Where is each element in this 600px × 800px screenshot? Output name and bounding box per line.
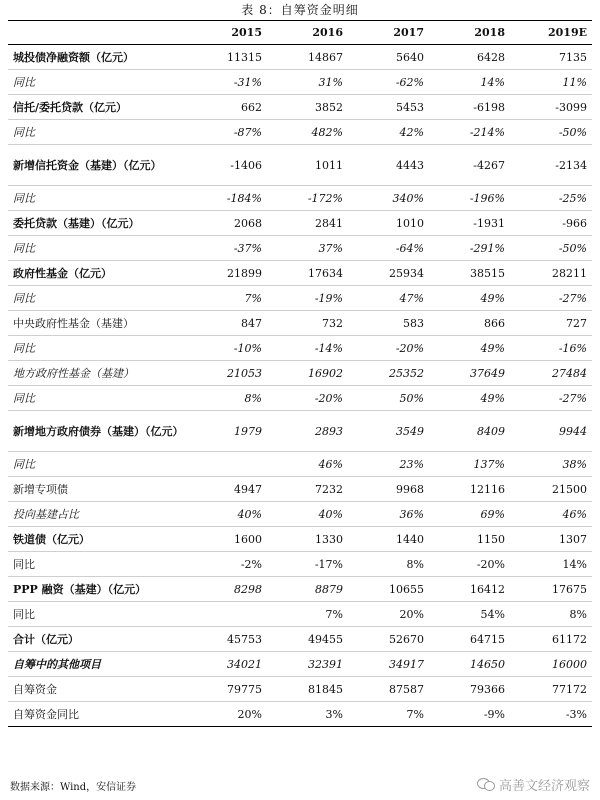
value-cell-2019e: 14%	[510, 552, 592, 577]
value-cell-2018: 49%	[429, 336, 510, 361]
value-cell-2017: 50%	[348, 386, 429, 411]
value-cell-2016: 732	[267, 311, 348, 336]
value-cell-2015: -10%	[186, 336, 267, 361]
value-cell-2015: 20%	[186, 702, 267, 727]
value-cell-2018: 12116	[429, 477, 510, 502]
value-cell-2016: 7%	[267, 602, 348, 627]
value-cell-2016: 1330	[267, 527, 348, 552]
table-row	[8, 45, 592, 70]
row-label: 自筹资金同比	[8, 702, 186, 727]
value-cell-2017: 583	[348, 311, 429, 336]
value-cell-2019e: -50%	[510, 120, 592, 145]
value-cell-2017: 87587	[348, 677, 429, 702]
row-label: PPP 融资（基建）（亿元）	[8, 577, 186, 602]
value-cell-2016: 40%	[267, 502, 348, 527]
value-cell-2015	[186, 602, 267, 627]
value-cell-2017: 7%	[348, 702, 429, 727]
value-cell-2017: 10655	[348, 577, 429, 602]
table-row	[8, 477, 592, 502]
value-cell-2019e: 77172	[510, 677, 592, 702]
table-row	[8, 677, 592, 702]
table-title: 表 8：自筹资金明细	[241, 3, 359, 17]
value-cell-2019e: 38%	[510, 452, 592, 477]
table-body	[8, 45, 592, 727]
value-cell-2015: 21053	[186, 361, 267, 386]
value-cell-2016: 8879	[267, 577, 348, 602]
table-row	[8, 95, 592, 120]
row-label: 自筹资金	[8, 677, 186, 702]
row-label: 新增地方政府债券（基建）（亿元）	[8, 411, 186, 452]
row-label: 自筹中的其他项目	[8, 652, 186, 677]
table-row	[8, 627, 592, 652]
value-cell-2016: 32391	[267, 652, 348, 677]
value-cell-2015: 2068	[186, 211, 267, 236]
value-cell-2018: 69%	[429, 502, 510, 527]
value-cell-2019e: -966	[510, 211, 592, 236]
header-cell-2018: 2018	[429, 21, 510, 45]
row-label: 铁道债（亿元）	[8, 527, 186, 552]
value-cell-2015: 1600	[186, 527, 267, 552]
value-cell-2017: 34917	[348, 652, 429, 677]
table-row	[8, 652, 592, 677]
row-label: 同比	[8, 386, 186, 411]
row-label: 同比	[8, 336, 186, 361]
value-cell-2016: 3%	[267, 702, 348, 727]
row-label: 中央政府性基金（基建）	[8, 311, 186, 336]
value-cell-2015: 1979	[186, 411, 267, 452]
value-cell-2019e: -27%	[510, 386, 592, 411]
value-cell-2019e: 11%	[510, 70, 592, 95]
header-cell-2017: 2017	[348, 21, 429, 45]
value-cell-2015: 662	[186, 95, 267, 120]
value-cell-2019e: 21500	[510, 477, 592, 502]
value-cell-2016: -14%	[267, 336, 348, 361]
value-cell-2015: 45753	[186, 627, 267, 652]
value-cell-2017: 9968	[348, 477, 429, 502]
header-cell-2019e: 2019E	[510, 21, 592, 45]
value-cell-2018: -20%	[429, 552, 510, 577]
value-cell-2015: 34021	[186, 652, 267, 677]
header-cell-2016: 2016	[267, 21, 348, 45]
value-cell-2016: 482%	[267, 120, 348, 145]
row-label: 政府性基金（亿元）	[8, 261, 186, 286]
value-cell-2018: -214%	[429, 120, 510, 145]
source-note: 数据来源：Wind，安信证券	[10, 782, 137, 793]
row-label: 投向基建占比	[8, 502, 186, 527]
value-cell-2016: 81845	[267, 677, 348, 702]
value-cell-2015: -1406	[186, 145, 267, 186]
value-cell-2018: -9%	[429, 702, 510, 727]
value-cell-2016: 14867	[267, 45, 348, 70]
value-cell-2017: 340%	[348, 186, 429, 211]
value-cell-2017: 5453	[348, 95, 429, 120]
value-cell-2018: 14650	[429, 652, 510, 677]
value-cell-2016: 37%	[267, 236, 348, 261]
value-cell-2019e: -50%	[510, 236, 592, 261]
value-cell-2016: 16902	[267, 361, 348, 386]
wechat-icon	[477, 776, 495, 792]
value-cell-2019e: 727	[510, 311, 592, 336]
table-row	[8, 577, 592, 602]
table-row	[8, 186, 592, 211]
value-cell-2018: 37649	[429, 361, 510, 386]
value-cell-2019e: 8%	[510, 602, 592, 627]
value-cell-2016: 46%	[267, 452, 348, 477]
value-cell-2019e: -27%	[510, 286, 592, 311]
value-cell-2016: 1011	[267, 145, 348, 186]
value-cell-2016: 2841	[267, 211, 348, 236]
value-cell-2017: 36%	[348, 502, 429, 527]
value-cell-2017: 1010	[348, 211, 429, 236]
table-row	[8, 145, 592, 186]
value-cell-2016: 3852	[267, 95, 348, 120]
value-cell-2017: 42%	[348, 120, 429, 145]
value-cell-2016: 49455	[267, 627, 348, 652]
value-cell-2015: -37%	[186, 236, 267, 261]
value-cell-2015: 4947	[186, 477, 267, 502]
value-cell-2016: -172%	[267, 186, 348, 211]
value-cell-2019e: -2134	[510, 145, 592, 186]
value-cell-2017: 23%	[348, 452, 429, 477]
value-cell-2018: 16412	[429, 577, 510, 602]
watermark	[477, 773, 590, 795]
value-cell-2017: 1440	[348, 527, 429, 552]
row-label: 地方政府性基金（基建）	[8, 361, 186, 386]
value-cell-2017: 25934	[348, 261, 429, 286]
value-cell-2018: 79366	[429, 677, 510, 702]
value-cell-2015: 8%	[186, 386, 267, 411]
value-cell-2015: -31%	[186, 70, 267, 95]
value-cell-2018: 49%	[429, 386, 510, 411]
value-cell-2019e: 9944	[510, 411, 592, 452]
row-label: 同比	[8, 452, 186, 477]
value-cell-2016: 31%	[267, 70, 348, 95]
value-cell-2017: -64%	[348, 236, 429, 261]
row-label: 同比	[8, 236, 186, 261]
value-cell-2018: 14%	[429, 70, 510, 95]
value-cell-2019e: -25%	[510, 186, 592, 211]
value-cell-2018: 38515	[429, 261, 510, 286]
value-cell-2018: 49%	[429, 286, 510, 311]
value-cell-2018: -1931	[429, 211, 510, 236]
table-row	[8, 336, 592, 361]
value-cell-2017: 3549	[348, 411, 429, 452]
row-label: 同比	[8, 186, 186, 211]
value-cell-2016: -19%	[267, 286, 348, 311]
value-cell-2016: 7232	[267, 477, 348, 502]
row-label: 信托/委托贷款（亿元）	[8, 95, 186, 120]
value-cell-2015: 21899	[186, 261, 267, 286]
table-row	[8, 527, 592, 552]
value-cell-2015: -2%	[186, 552, 267, 577]
value-cell-2015: 847	[186, 311, 267, 336]
value-cell-2019e: 1307	[510, 527, 592, 552]
table-row	[8, 120, 592, 145]
value-cell-2018: 6428	[429, 45, 510, 70]
header-cell	[8, 21, 186, 45]
table-row	[8, 386, 592, 411]
value-cell-2016: -17%	[267, 552, 348, 577]
value-cell-2018: 137%	[429, 452, 510, 477]
row-label: 新增信托资金（基建）（亿元）	[8, 145, 186, 186]
funding-detail-table	[8, 20, 592, 727]
value-cell-2019e: 61172	[510, 627, 592, 652]
value-cell-2017: 8%	[348, 552, 429, 577]
table-row	[8, 236, 592, 261]
value-cell-2019e: 28211	[510, 261, 592, 286]
value-cell-2017: 5640	[348, 45, 429, 70]
table-row	[8, 311, 592, 336]
header-cell-2015: 2015	[186, 21, 267, 45]
value-cell-2017: -62%	[348, 70, 429, 95]
table-row	[8, 702, 592, 727]
value-cell-2015	[186, 452, 267, 477]
value-cell-2018: 1150	[429, 527, 510, 552]
value-cell-2018: 54%	[429, 602, 510, 627]
table-row	[8, 502, 592, 527]
table-row	[8, 411, 592, 452]
value-cell-2017: 52670	[348, 627, 429, 652]
value-cell-2018: -291%	[429, 236, 510, 261]
value-cell-2018: -4267	[429, 145, 510, 186]
watermark-text: 高善文经济观察	[498, 778, 590, 794]
value-cell-2016: -20%	[267, 386, 348, 411]
value-cell-2018: -6198	[429, 95, 510, 120]
row-label: 同比	[8, 286, 186, 311]
row-label: 合计（亿元）	[8, 627, 186, 652]
value-cell-2015: 79775	[186, 677, 267, 702]
value-cell-2016: 17634	[267, 261, 348, 286]
row-label: 城投债净融资额（亿元）	[8, 45, 186, 70]
table-row	[8, 211, 592, 236]
row-label: 委托贷款（基建）（亿元）	[8, 211, 186, 236]
table-row	[8, 602, 592, 627]
value-cell-2017: 47%	[348, 286, 429, 311]
row-label: 同比	[8, 602, 186, 627]
value-cell-2019e: 46%	[510, 502, 592, 527]
value-cell-2019e: -3%	[510, 702, 592, 727]
row-label: 同比	[8, 70, 186, 95]
value-cell-2015: 11315	[186, 45, 267, 70]
value-cell-2019e: -16%	[510, 336, 592, 361]
value-cell-2016: 2893	[267, 411, 348, 452]
table-row	[8, 70, 592, 95]
table-row	[8, 552, 592, 577]
value-cell-2018: -196%	[429, 186, 510, 211]
value-cell-2019e: 27484	[510, 361, 592, 386]
value-cell-2015: 8298	[186, 577, 267, 602]
value-cell-2018: 64715	[429, 627, 510, 652]
row-label: 同比	[8, 120, 186, 145]
value-cell-2015: -87%	[186, 120, 267, 145]
value-cell-2015: 40%	[186, 502, 267, 527]
value-cell-2017: -20%	[348, 336, 429, 361]
value-cell-2018: 866	[429, 311, 510, 336]
value-cell-2019e: 17675	[510, 577, 592, 602]
value-cell-2017: 25352	[348, 361, 429, 386]
value-cell-2017: 20%	[348, 602, 429, 627]
table-row	[8, 261, 592, 286]
table-row	[8, 286, 592, 311]
table-row	[8, 452, 592, 477]
row-label: 新增专项债	[8, 477, 186, 502]
value-cell-2019e: -3099	[510, 95, 592, 120]
table-row	[8, 361, 592, 386]
value-cell-2017: 4443	[348, 145, 429, 186]
table-header-row	[8, 21, 592, 45]
value-cell-2018: 8409	[429, 411, 510, 452]
value-cell-2019e: 16000	[510, 652, 592, 677]
value-cell-2015: -184%	[186, 186, 267, 211]
row-label: 同比	[8, 552, 186, 577]
value-cell-2015: 7%	[186, 286, 267, 311]
value-cell-2019e: 7135	[510, 45, 592, 70]
